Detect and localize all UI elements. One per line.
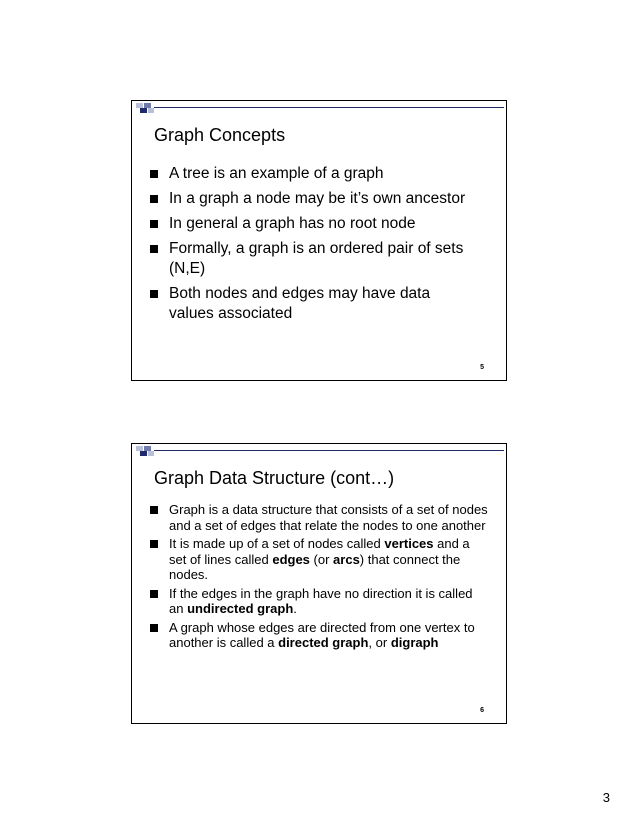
square-bullet-icon [150,624,158,632]
text-run: , or [368,635,391,650]
bullet-list [150,502,490,654]
bold-term: arcs [333,551,360,567]
text-run: If the edges in the graph have no direction it is called an [169,585,473,616]
square-bullet-icon [150,290,158,298]
bullet-text: In a graph a node may be it’s own ancestor [169,190,466,207]
text-run: . [293,601,297,616]
slide-title: Graph Data Structure (cont…) [154,468,395,488]
page-number: 3 [602,790,610,805]
slide-decoration [132,444,508,458]
bullet-text: Both nodes and edges may have data values associated [169,285,431,322]
slide-decoration [132,101,508,115]
square-bullet-icon [150,195,158,203]
deco-square [140,108,147,113]
slide-6 [131,443,507,724]
bullet-list [150,164,470,329]
text-run: Graph is a data structure that consists of a set of nodes and a set of edges that relate the nodes to one another [169,502,488,533]
list-item [150,239,470,279]
list-item [150,189,470,209]
list-item [150,586,490,617]
bold-term: undirected graph [187,601,294,616]
bullet-text [169,620,475,651]
square-bullet-icon [150,506,158,514]
list-item [150,502,490,533]
text-run: ) that connect the nodes. [169,551,461,582]
square-bullet-icon [150,590,158,598]
deco-line [154,107,504,108]
slide-title: Graph Concepts [154,125,286,145]
deco-square [140,451,147,456]
bullet-text: Formally, a graph is an ordered pair of sets (N,E) [169,240,464,277]
deco-square [148,108,154,113]
text-run: (or [309,551,334,567]
square-bullet-icon [150,220,158,228]
list-item [150,214,470,234]
slide-5 [131,100,507,381]
text-run: A graph whose edges are directed from one vertex to another is called a [169,619,475,650]
bold-term: directed graph [278,635,369,650]
square-bullet-icon [150,540,158,548]
bold-term: edges [272,551,310,567]
deco-line [154,450,504,451]
bold-term: digraph [390,635,439,650]
list-item [150,164,470,184]
square-bullet-icon [150,245,158,253]
bullet-text: In general a graph has no root node [169,215,416,232]
list-item [150,284,470,324]
list-item [150,536,490,583]
slide-number: 5 [480,364,484,371]
bold-term: vertices [384,536,434,551]
bullet-text: A tree is an example of a graph [169,165,384,182]
bullet-text [169,536,470,582]
text-run: and a set of lines called [169,536,470,567]
deco-square [148,451,154,456]
text-run: It is made up of a set of nodes called [169,536,385,551]
bullet-text [169,502,488,533]
slide-number: 6 [480,707,484,714]
bullet-text [169,586,473,617]
list-item [150,620,490,651]
square-bullet-icon [150,170,158,178]
